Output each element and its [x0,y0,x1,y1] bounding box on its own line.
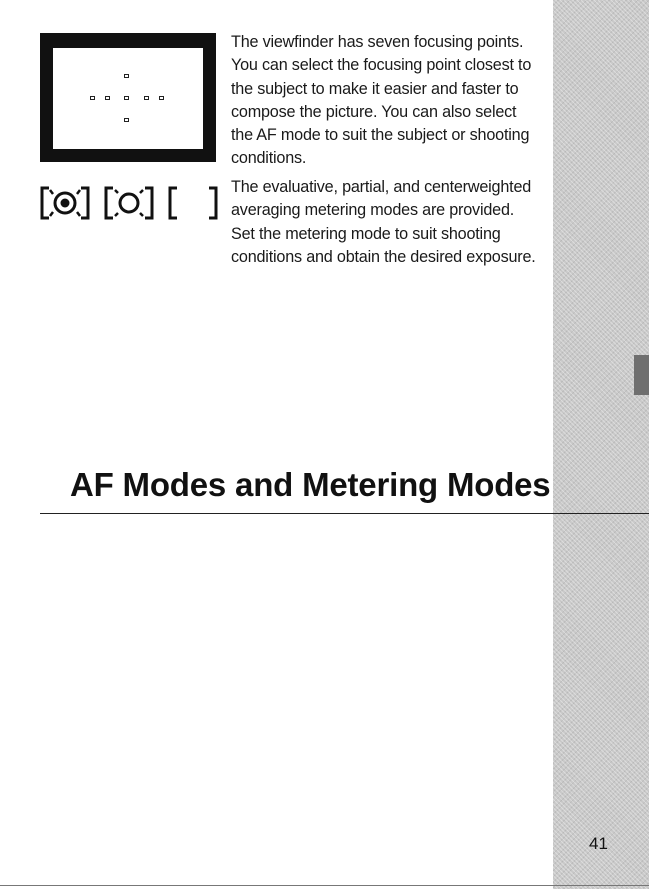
viewfinder-illustration [40,33,216,162]
focus-point-far-left [90,96,95,100]
title-divider [40,513,649,514]
centerweighted-averaging-metering-icon [168,186,218,220]
viewfinder-frame [53,48,203,149]
partial-metering-icon [104,186,154,220]
focus-point-far-right [159,96,164,100]
viewfinder-description: The viewfinder has seven focusing points. You can select the focusing point closest to the subject to make it easier and faster to compose the picture. You can also select the AF mode to suit the subject or shooting conditions. [231,33,532,168]
focus-point-bottom [124,118,129,122]
side-margin-strip [553,0,649,889]
metering-description: The evaluative, partial, and centerweighted averaging metering modes are provided. Set the metering mode to suit shooting conditions and obtain the desired exposure. [231,178,536,266]
section-title: AF Modes and Metering Modes [70,466,551,503]
page-number: 41 [589,834,608,853]
evaluative-metering-icon [40,186,90,220]
chapter-thumb-tab [634,355,649,395]
focus-point-center [124,96,129,100]
focus-point-top [124,74,129,78]
focus-point-left [105,96,110,100]
focus-point-right [144,96,149,100]
page-bottom-edge [0,885,649,886]
